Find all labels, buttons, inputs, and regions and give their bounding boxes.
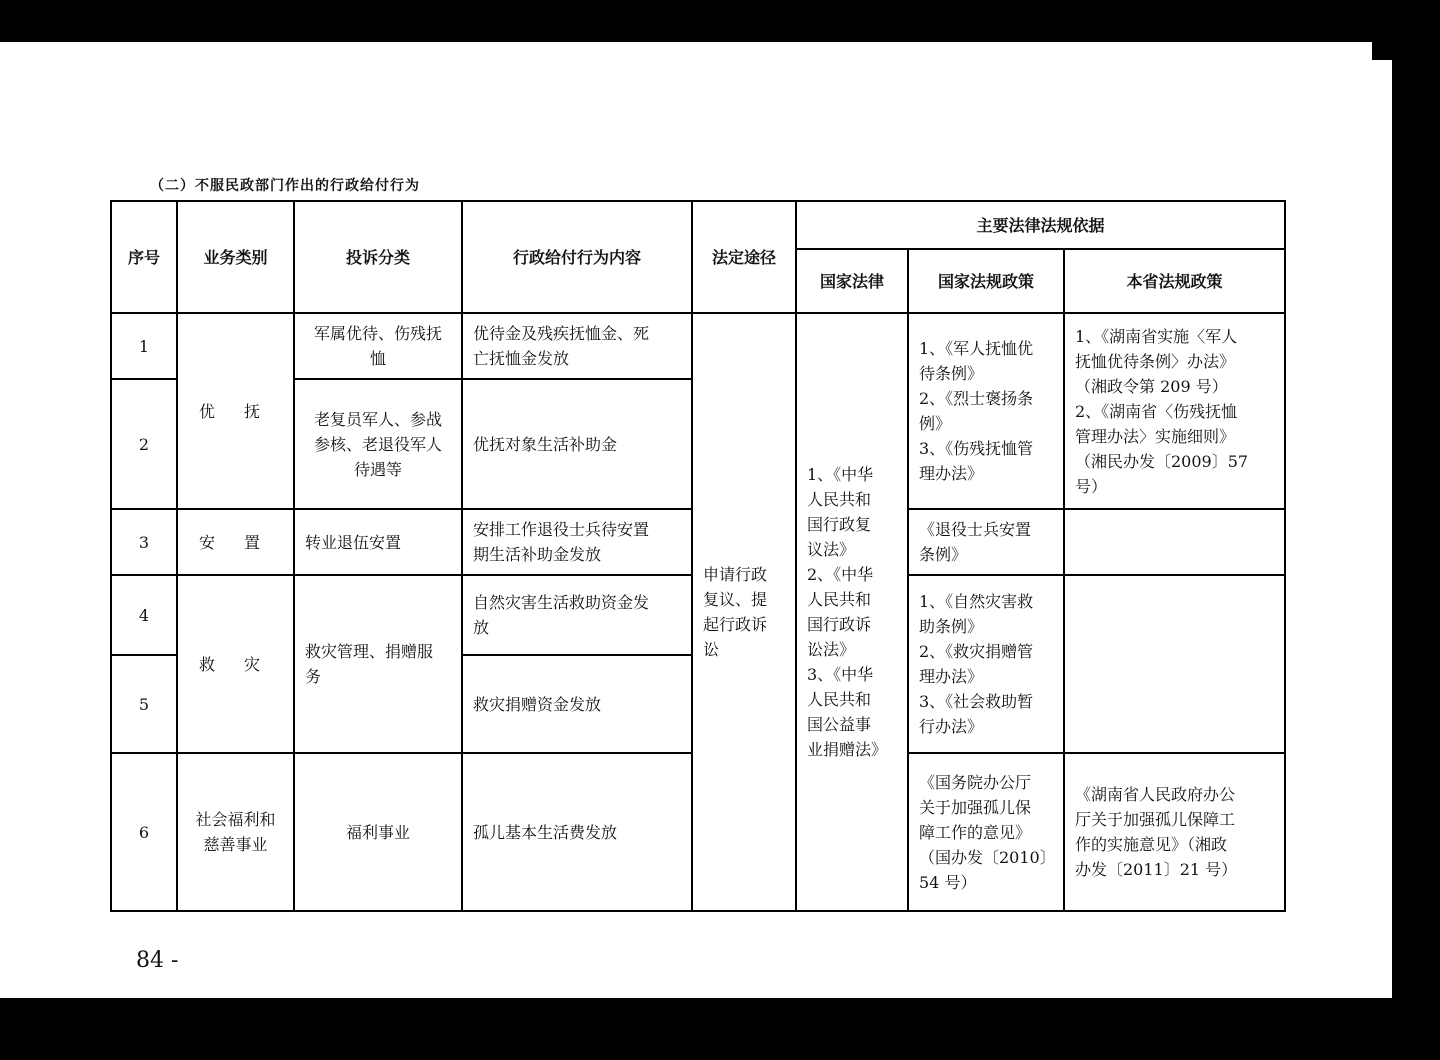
route-cell [692,313,796,911]
cell-line: 起行政诉 [703,615,768,634]
content-cell [462,313,692,379]
seq-cell: 1 [111,313,177,379]
cell-line: 优抚对象生活补助金 [473,434,618,454]
cell-line: 人民共和 [807,690,872,709]
scan-border-right [1392,40,1440,1060]
header-provincial: 本省法规政策 [1064,249,1285,313]
category-text: 救 灾 [198,654,273,674]
cell-line: 2、《湖南省〈伤残抚恤 [1075,401,1238,421]
header-national-law: 国家法律 [796,249,908,313]
cell-line: 人民共和 [807,490,872,509]
national-reg-youfu [908,313,1064,509]
cell-line: 参核、老退役军人 [313,434,442,454]
header-seq: 序号 [111,201,177,313]
cell-line: 救灾捐赠资金发放 [473,694,602,714]
cell-line: 2、《救灾捐赠管 [919,642,1034,661]
provincial-welfare [1064,753,1285,911]
cell-line: 人民共和 [807,590,872,609]
admin-payment-table [110,200,1286,912]
cell-line: （国办发〔2010〕 [919,847,1056,867]
cell-line: 管理办法〉实施细则》 [1075,426,1236,446]
cell-line: 理办法》 [919,667,984,686]
cell-line: 福利事业 [345,822,410,842]
cell-line: 助条例》 [919,617,984,636]
complaint-cell [294,313,462,379]
cell-line: 军属优待、伤残抚 [313,324,442,343]
header-category: 业务类别 [177,201,294,313]
seq-cell: 5 [111,655,177,753]
header-complaint: 投诉分类 [294,201,462,313]
header-route: 法定途径 [692,201,796,313]
cell-line: 救灾管理、捐赠服 [305,642,434,661]
cell-line: 业捐赠法》 [807,740,888,759]
cell-line: 办发〔2011〕21 号） [1075,860,1238,879]
content-cell [462,509,692,575]
cell-line: 1、《自然灾害救 [919,592,1034,611]
cell-line: 期生活补助金发放 [473,545,602,564]
cell-line: 3、《伤残抚恤管 [919,439,1034,458]
content-cell [462,575,692,655]
content-cell [462,379,692,509]
complaint-cell [294,379,462,509]
complaint-cell [294,753,462,911]
header-content: 行政给付行为内容 [462,201,692,313]
cell-line: 54 号） [919,872,977,892]
seq-cell: 3 [111,509,177,575]
cell-line: 放 [473,618,490,637]
cell-line: 务 [305,667,322,686]
cell-line: 国公益事 [807,715,872,734]
category-youfu [177,313,294,509]
cell-line: 《湖南省人民政府办公 [1075,785,1236,804]
category-text: 优 抚 [198,401,273,421]
cell-line: 2、《中华 [807,565,874,584]
cell-line: 1、《军人抚恤优 [919,339,1034,358]
cell-line: 抚恤优待条例〉办法》 [1075,351,1236,371]
cell-line: 社会福利和 [195,810,276,829]
category-text: 安 置 [198,532,273,552]
cell-line: 转业退伍安置 [305,532,402,552]
cell-line: 行办法》 [919,717,984,736]
cell-line: 《国务院办公厅 [919,772,1032,792]
cell-line: 孤儿基本生活费发放 [473,822,618,842]
provincial-youfu [1064,313,1285,509]
cell-line: 1、《中华 [807,465,874,484]
cell-line: 讼 [703,640,720,659]
national-reg-anzhi [908,509,1064,575]
seq-cell: 2 [111,379,177,509]
cell-line: （湘政令第 209 号） [1075,376,1228,396]
cell-line: 亡抚恤金发放 [473,349,570,368]
cell-line: 待条例》 [919,364,984,383]
cell-line: 安排工作退役士兵待安置 [473,520,650,539]
cell-line: 厅关于加强孤儿保障工 [1075,810,1236,829]
section-heading: （二）不服民政部门作出的行政给付行为 [150,178,420,194]
national-law-cell [796,313,908,911]
cell-line: 老复员军人、参战 [313,409,442,429]
seq-cell: 6 [111,753,177,911]
cell-line: 恤 [369,349,386,368]
cell-line: 自然灾害生活救助资金发 [473,593,650,612]
category-welfare [177,753,294,911]
provincial-jiuzai-empty [1064,575,1285,753]
provincial-anzhi-empty [1064,509,1285,575]
category-jiuzai [177,575,294,753]
cell-line: 关于加强孤儿保 [919,797,1032,817]
cell-line: 国行政诉 [807,615,872,634]
cell-line: 作的实施意见》（湘政 [1075,835,1228,854]
cell-line: 优待金及残疾抚恤金、死 [473,324,650,343]
cell-line: 申请行政 [703,565,768,584]
cell-line: 待遇等 [353,459,402,479]
header-basis-group: 主要法律法规依据 [796,201,1285,249]
cell-line: 3、《社会救助暂 [919,692,1034,711]
complaint-cell [294,509,462,575]
page-number: 84 - [136,948,179,973]
content-cell [462,753,692,911]
cell-line: 理办法》 [919,464,984,483]
cell-line: 《退役士兵安置 [919,520,1032,539]
complaint-cell-shared [294,575,462,753]
scan-border-bottom [0,998,1440,1060]
national-reg-jiuzai [908,575,1064,753]
cell-line: 3、《中华 [807,665,874,684]
cell-line: 1、《湖南省实施〈军人 [1075,326,1238,346]
cell-line: 2、《烈士褒扬条 [919,389,1034,408]
national-reg-welfare [908,753,1064,911]
cell-line: 国行政复 [807,515,872,534]
cell-line: 条例》 [919,545,968,564]
cell-line: 复议、提 [703,590,768,609]
cell-line: 慈善事业 [203,835,268,854]
header-national-reg: 国家法规政策 [908,249,1064,313]
cell-line: （湘民办发〔2009〕57 [1075,451,1249,471]
cell-line: 号） [1075,476,1108,496]
cell-line: 障工作的意见》 [919,822,1032,842]
seq-cell: 4 [111,575,177,655]
content-cell [462,655,692,753]
scan-border-top [0,0,1440,42]
cell-line: 例》 [919,414,952,433]
cell-line: 讼法》 [807,640,856,659]
cell-line: 议法》 [807,540,856,559]
category-anzhi [177,509,294,575]
